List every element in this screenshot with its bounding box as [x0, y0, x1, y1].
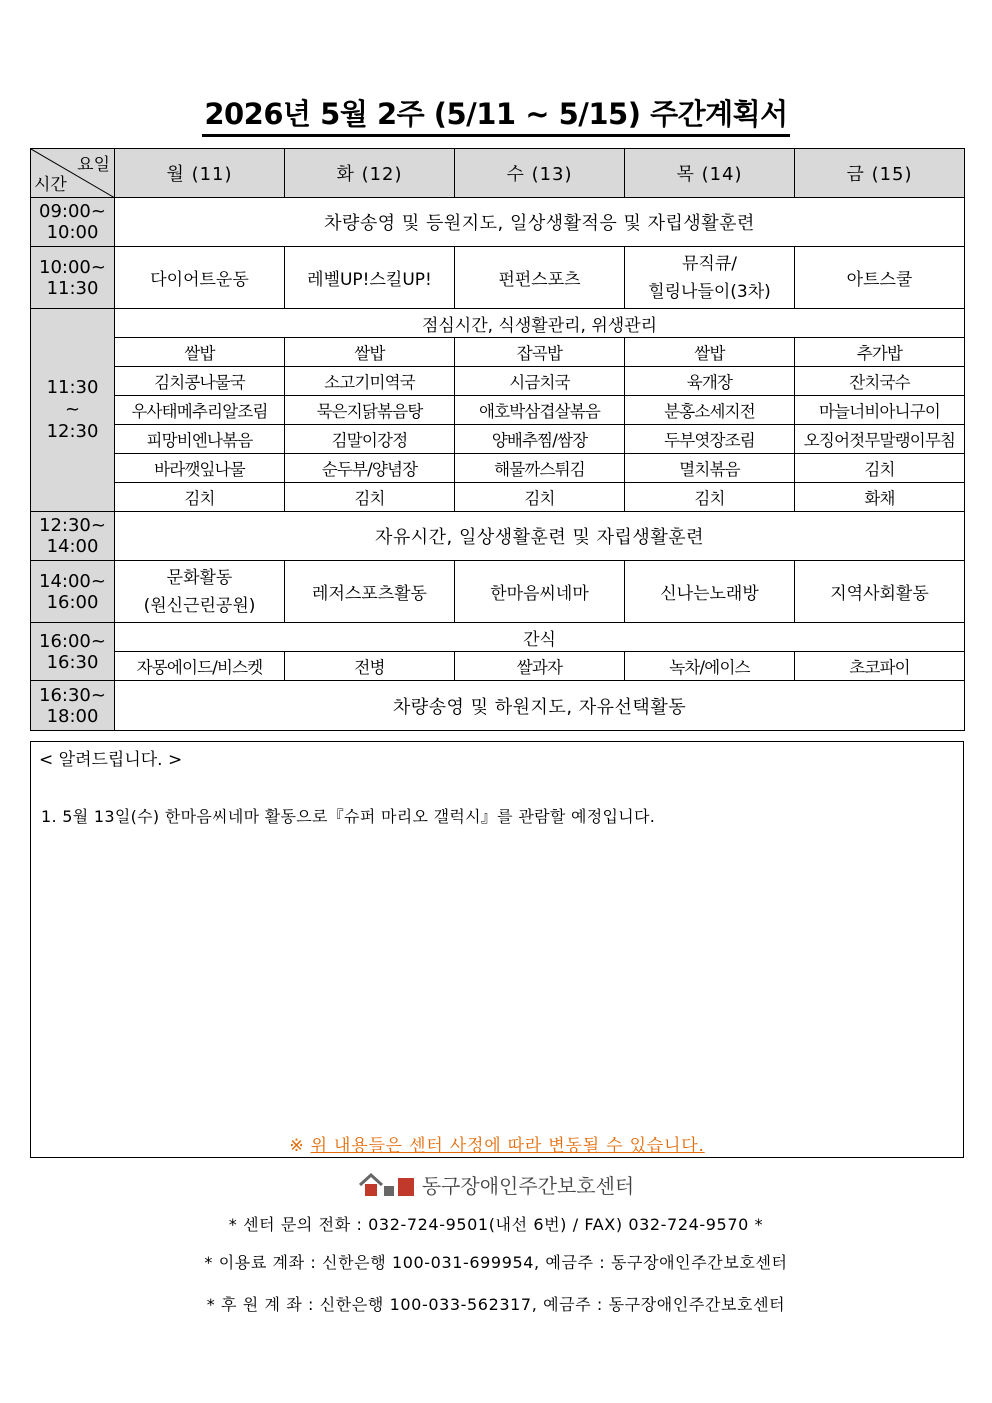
notice-box — [30, 741, 964, 1158]
menu-cell: 잡곡밥 — [455, 338, 625, 367]
warning-text: 위 내용들은 센터 사정에 따라 변동될 수 있습니다. — [310, 1136, 705, 1156]
snack-cell: 자몽에이드/비스켓 — [115, 652, 285, 681]
center-name: 동구장애인주간보호센터 — [421, 1174, 635, 1198]
center-logo — [0, 1170, 992, 1202]
menu-cell: 마늘너비아니구이 — [795, 396, 965, 425]
slot-row — [31, 198, 965, 247]
page-title: 2026년 5월 2주 (5/11 ~ 5/15) 주간계획서 — [202, 96, 789, 137]
activity-cell: 레벨UP!스킬UP! — [285, 247, 455, 309]
activity-cell: 문화활동 (원신근린공원) — [115, 561, 285, 623]
house-logo-icon — [358, 1172, 416, 1198]
menu-cell: 우사태메추리알조림 — [115, 396, 285, 425]
menu-cell: 멸치볶음 — [625, 454, 795, 483]
notice-item: 1. 5월 13일(수) 한마음씨네마 활동으로『슈퍼 마리오 갤럭시』를 관람할 예정입니다. — [41, 807, 656, 826]
menu-cell: 묵은지닭볶음탕 — [285, 396, 455, 425]
activity-cell: 차량송영 및 하원지도, 자유선택활동 — [115, 681, 965, 731]
activity-cell: 자유시간, 일상생활훈련 및 자립생활훈련 — [115, 512, 965, 561]
weekly-plan-table — [30, 148, 965, 731]
donation-account: * 후 원 계 좌 : 신한은행 100-033-562317, 예금주 : 동구장애인주간보호센터 — [206, 1295, 786, 1314]
activity-cell: 아트스쿨 — [795, 247, 965, 309]
day-axis-label: 요일 — [77, 155, 110, 175]
menu-row — [31, 367, 965, 396]
time-cell: 11:30 ~ 12:30 — [31, 309, 115, 512]
notice-heading: < 알려드립니다. > — [39, 750, 183, 770]
menu-cell: 화채 — [795, 483, 965, 512]
day-header-fri: 금 (15) — [795, 149, 965, 198]
activity-cell: 뮤직큐/ 힐링나들이(3차) — [625, 247, 795, 309]
fee-account: * 이용료 계좌 : 신한은행 100-031-699954, 예금주 : 동구장애인주간보호센터 — [204, 1253, 788, 1272]
menu-cell: 해물까스튀김 — [455, 454, 625, 483]
day-header-wed: 수 (13) — [455, 149, 625, 198]
menu-cell: 김치 — [795, 454, 965, 483]
slot-row — [31, 512, 965, 561]
menu-cell: 두부엿장조림 — [625, 425, 795, 454]
reference-mark: ※ — [289, 1136, 305, 1156]
activity-cell: 차량송영 및 등원지도, 일상생활적응 및 자립생활훈련 — [115, 198, 965, 247]
activity-cell: 신나는노래방 — [625, 561, 795, 623]
time-cell: 16:00~ 16:30 — [31, 623, 115, 681]
menu-cell: 오징어젓무말랭이무침 — [795, 425, 965, 454]
day-header-row — [31, 149, 965, 198]
menu-cell: 잔치국수 — [795, 367, 965, 396]
menu-cell: 추가밥 — [795, 338, 965, 367]
snack-cell: 초코파이 — [795, 652, 965, 681]
lunch-header: 점심시간, 식생활관리, 위생관리 — [115, 309, 965, 338]
time-cell: 14:00~ 16:00 — [31, 561, 115, 623]
slot-row — [31, 247, 965, 309]
menu-cell: 김치콩나물국 — [115, 367, 285, 396]
menu-cell: 순두부/양념장 — [285, 454, 455, 483]
menu-cell: 바라깻잎나물 — [115, 454, 285, 483]
menu-row — [31, 338, 965, 367]
snack-header-row — [31, 623, 965, 652]
corner-cell — [31, 149, 115, 198]
snack-cell: 쌀과자 — [455, 652, 625, 681]
day-header-mon: 월 (11) — [115, 149, 285, 198]
menu-cell: 쌀밥 — [115, 338, 285, 367]
activity-cell: 레저스포츠활동 — [285, 561, 455, 623]
menu-cell: 피망비엔나볶음 — [115, 425, 285, 454]
menu-row — [31, 454, 965, 483]
snack-header: 간식 — [115, 623, 965, 652]
menu-row — [31, 425, 965, 454]
menu-cell: 김치 — [115, 483, 285, 512]
time-axis-label: 시간 — [34, 175, 67, 195]
menu-cell: 소고기미역국 — [285, 367, 455, 396]
menu-cell: 시금치국 — [455, 367, 625, 396]
menu-cell: 쌀밥 — [625, 338, 795, 367]
lunch-header-row — [31, 309, 965, 338]
menu-cell: 쌀밥 — [285, 338, 455, 367]
snack-cell: 녹차/에이스 — [625, 652, 795, 681]
time-cell: 16:30~ 18:00 — [31, 681, 115, 731]
menu-row — [31, 396, 965, 425]
menu-cell: 양배추찜/쌈장 — [455, 425, 625, 454]
activity-cell: 펀펀스포츠 — [455, 247, 625, 309]
contact-phone: * 센터 문의 전화 : 032-724-9501(내선 6번) / FAX) 032-724-9570 * — [228, 1215, 764, 1234]
notice-warning — [31, 1131, 963, 1156]
snack-cell: 전병 — [285, 652, 455, 681]
menu-cell: 육개장 — [625, 367, 795, 396]
menu-cell: 분홍소세지전 — [625, 396, 795, 425]
snack-row — [31, 652, 965, 681]
activity-cell: 한마음씨네마 — [455, 561, 625, 623]
time-cell: 09:00~ 10:00 — [31, 198, 115, 247]
time-cell: 10:00~ 11:30 — [31, 247, 115, 309]
activity-cell: 다이어트운동 — [115, 247, 285, 309]
menu-cell: 애호박삼겹살볶음 — [455, 396, 625, 425]
menu-cell: 김말이강정 — [285, 425, 455, 454]
day-header-thu: 목 (14) — [625, 149, 795, 198]
menu-cell: 김치 — [625, 483, 795, 512]
menu-cell: 김치 — [285, 483, 455, 512]
time-cell: 12:30~ 14:00 — [31, 512, 115, 561]
menu-row — [31, 483, 965, 512]
slot-row — [31, 561, 965, 623]
menu-cell: 김치 — [455, 483, 625, 512]
page-title-wrap — [0, 96, 992, 137]
day-header-tue: 화 (12) — [285, 149, 455, 198]
activity-cell: 지역사회활동 — [795, 561, 965, 623]
slot-row — [31, 681, 965, 731]
